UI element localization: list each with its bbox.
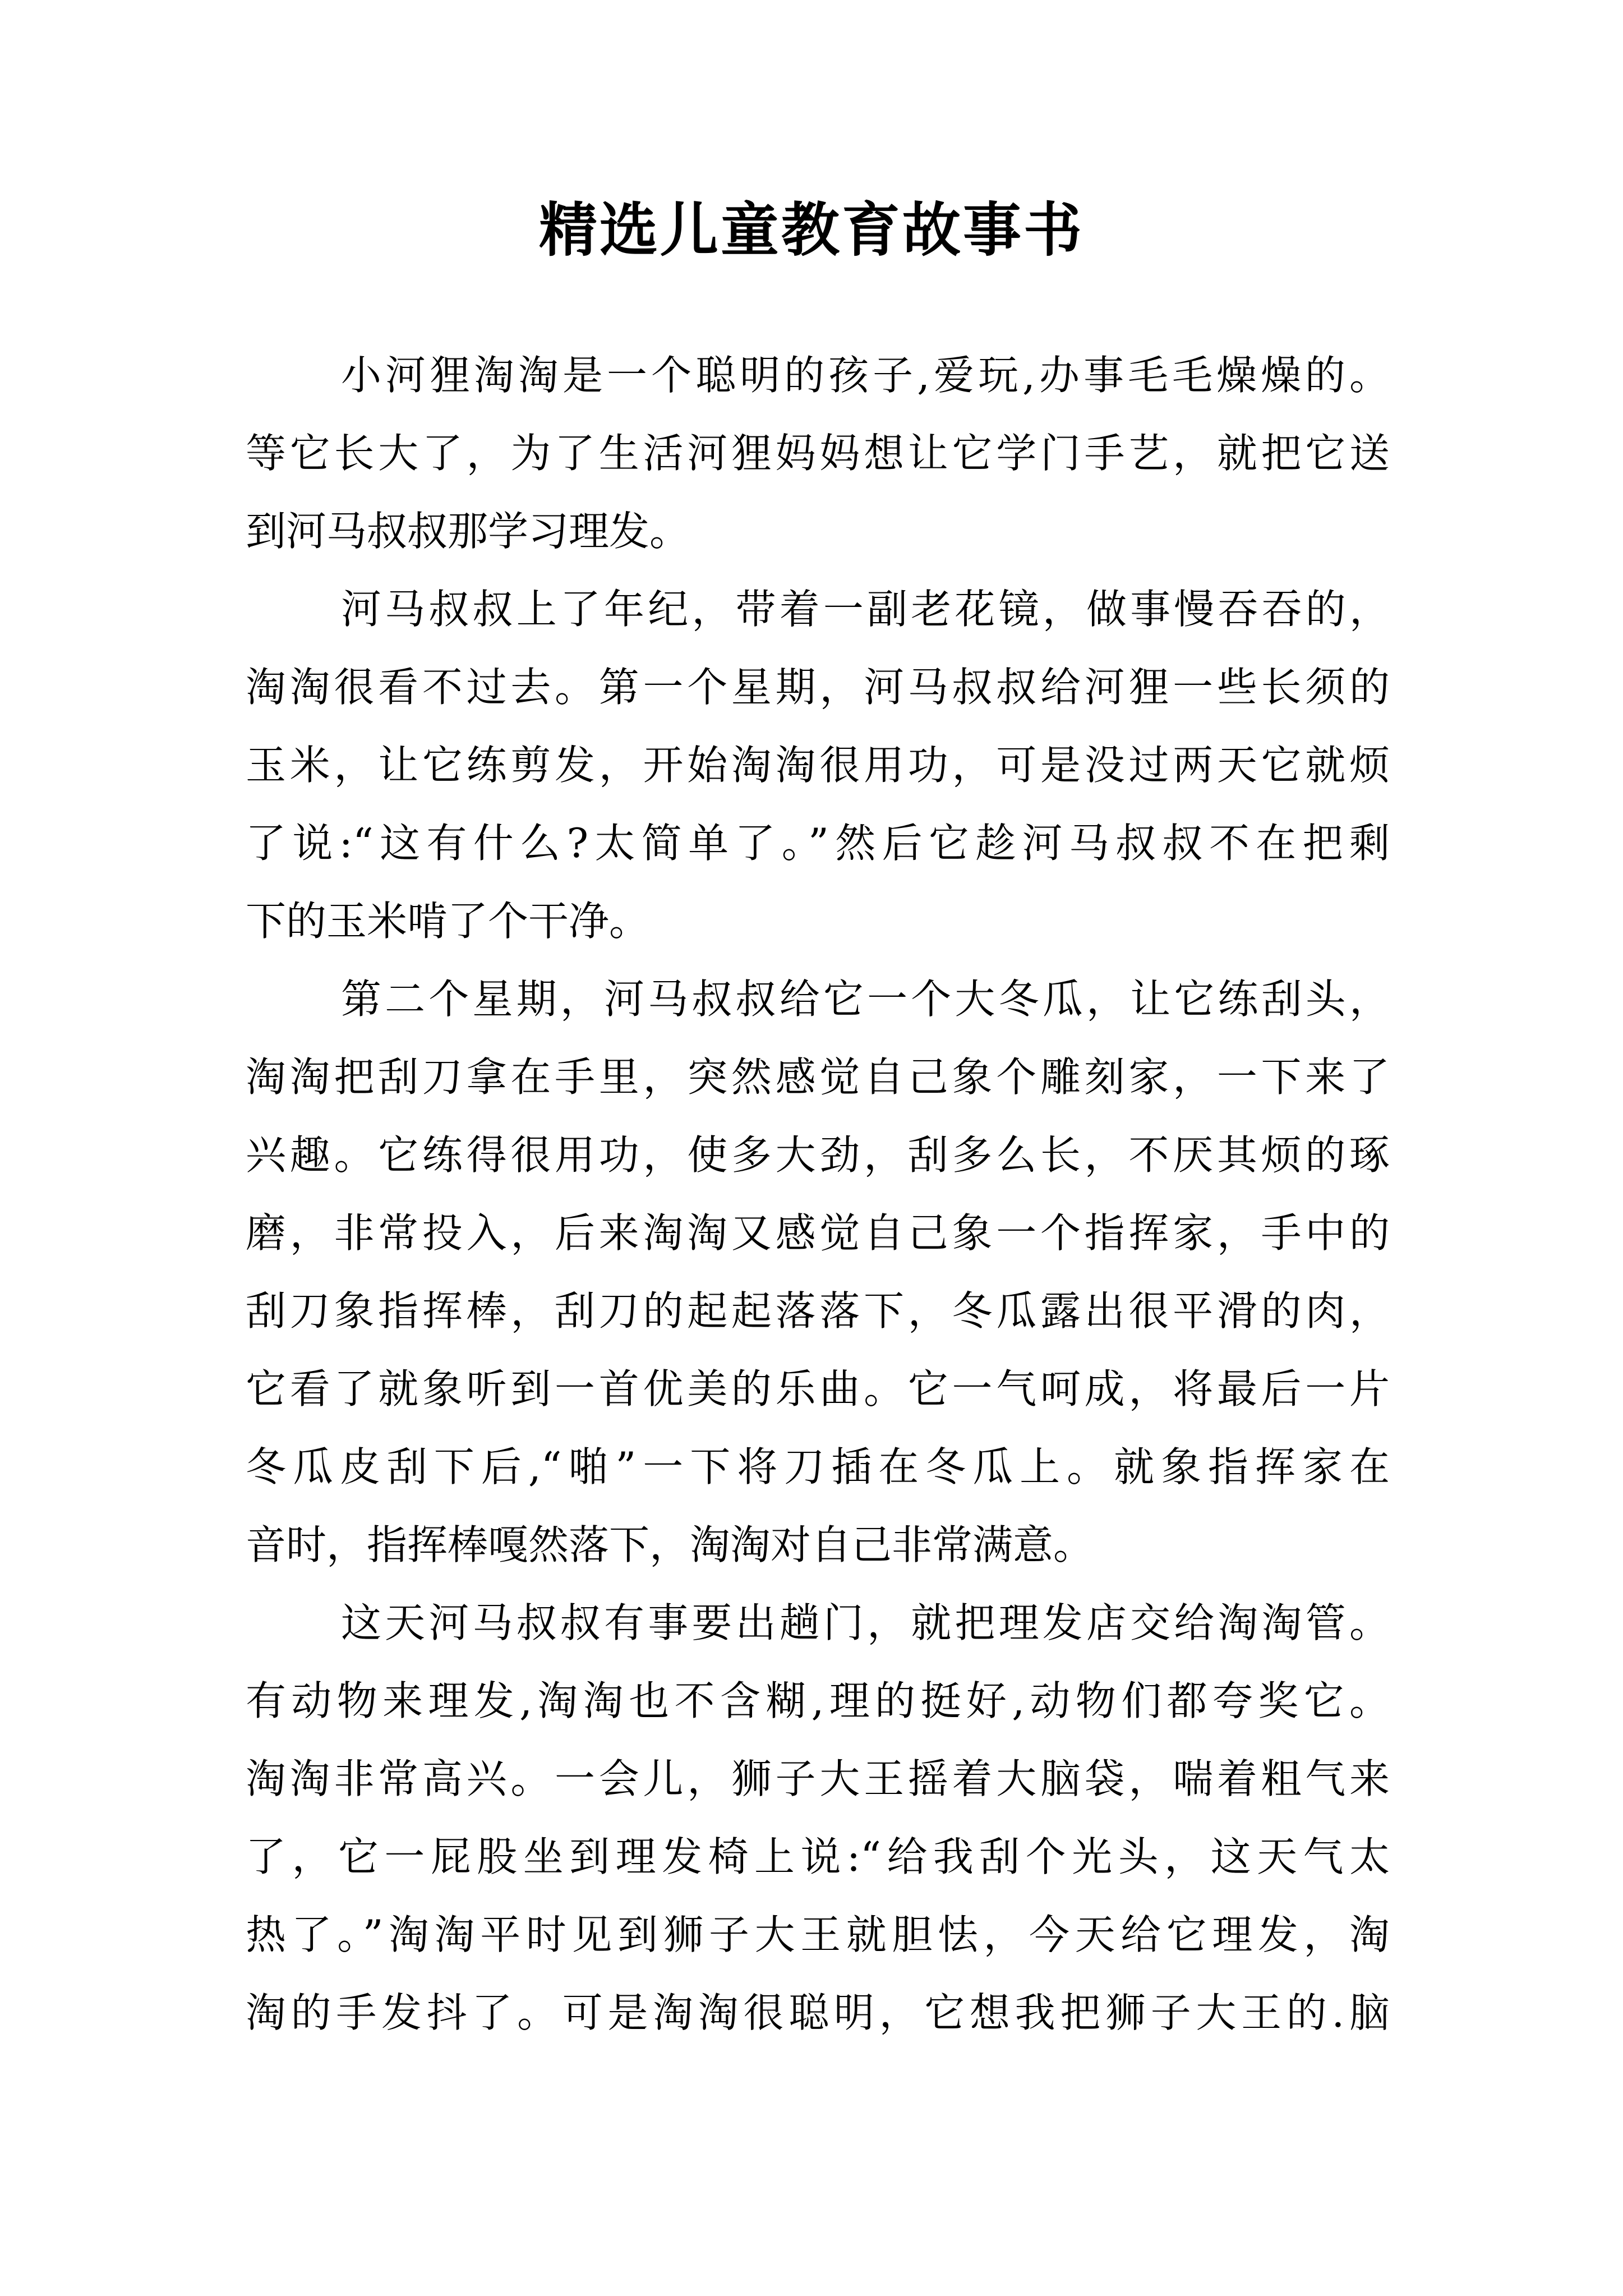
paragraph-4 (246, 1584, 1390, 2052)
text-line: 了说:“这有什么?太简单了。”然后它趁河马叔叔不在把剩 (246, 820, 1390, 867)
text-line: 兴趣。它练得很用功，使多大劲，刮多么长，不厌其烦的琢 (246, 1131, 1390, 1179)
paragraph-1 (246, 337, 1390, 570)
document-body (246, 337, 1390, 2052)
text-line: 下的玉米啃了个干净。 (246, 898, 650, 945)
document-title: 精选儿童教育故事书 (538, 195, 1084, 264)
text-line: 热了。”淘淘平时见到狮子大王就胆怯，今天给它理发，淘 (246, 1911, 1390, 1958)
text-line: 了，它一屁股坐到理发椅上说:“给我刮个光头，这天气太 (246, 1833, 1390, 1880)
text-line: 刮刀象指挥棒，刮刀的起起落落下，冬瓜露出很平滑的肉， (246, 1287, 1390, 1335)
text-line: 河马叔叔上了年纪，带着一副老花镜，做事慢吞吞的， (341, 586, 1390, 633)
text-line: 淘淘非常高兴。一会儿，狮子大王摇着大脑袋，喘着粗气来 (246, 1755, 1390, 1802)
text-line: 小河狸淘淘是一个聪明的孩子,爱玩,办事毛毛燥燥的。 (341, 352, 1390, 399)
paragraph-2 (246, 570, 1390, 960)
paragraph-3 (246, 960, 1390, 1584)
text-line: 音时，指挥棒嘎然落下，淘淘对自己非常满意。 (246, 1521, 1094, 1568)
text-line: 磨，非常投入，后来淘淘又感觉自己象一个指挥家，手中的 (246, 1209, 1390, 1257)
text-line: 淘淘把刮刀拿在手里，突然感觉自己象个雕刻家，一下来了 (246, 1053, 1390, 1101)
text-line: 到河马叔叔那学习理发。 (246, 508, 690, 555)
text-line: 淘淘很看不过去。第一个星期，河马叔叔给河狸一些长须的 (246, 664, 1390, 711)
text-line: 这天河马叔叔有事要出趟门，就把理发店交给淘淘管。 (341, 1599, 1390, 1646)
text-line: 第二个星期，河马叔叔给它一个大冬瓜，让它练刮头， (341, 976, 1390, 1023)
text-line: 淘的手发抖了。可是淘淘很聪明，它想我把狮子大王的.脑 (246, 1989, 1390, 2036)
text-line: 冬瓜皮刮下后,“啪”一下将刀插在冬瓜上。就象指挥家在 (246, 1443, 1390, 1490)
text-line: 玉米，让它练剪发，开始淘淘很用功，可是没过两天它就烦 (246, 742, 1390, 789)
text-line: 它看了就象听到一首优美的乐曲。它一气呵成，将最后一片 (246, 1365, 1390, 1412)
text-line: 等它长大了，为了生活河狸妈妈想让它学门手艺，就把它送 (246, 430, 1390, 477)
text-line: 有动物来理发,淘淘也不含糊,理的挺好,动物们都夸奖它。 (246, 1677, 1390, 1724)
